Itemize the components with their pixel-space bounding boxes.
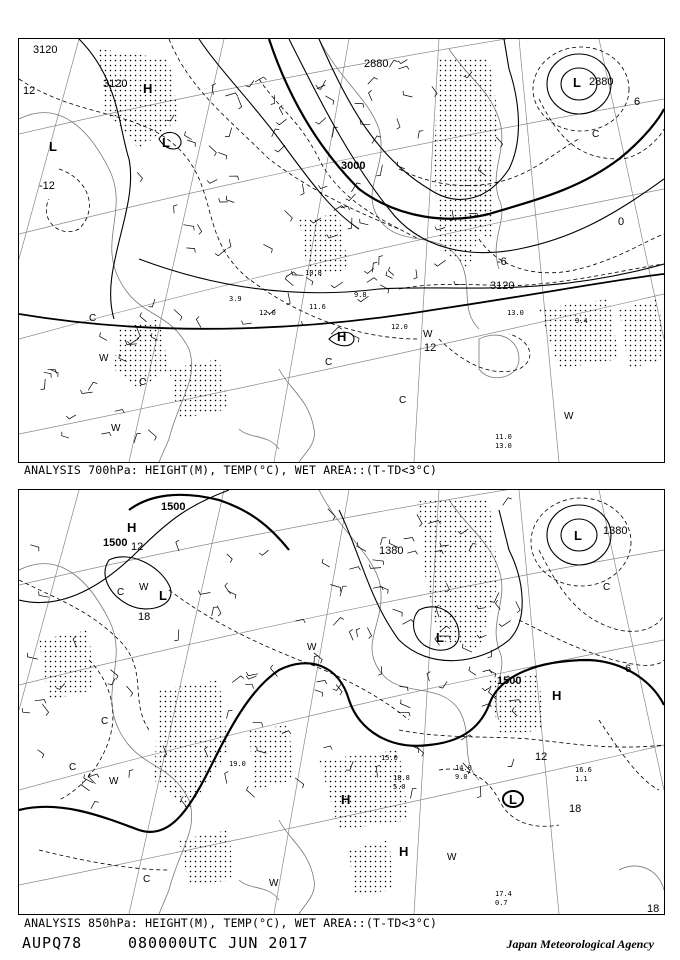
wind-barb (398, 60, 407, 64)
wind-barb (516, 601, 520, 612)
station-value: 16.6 (575, 766, 592, 774)
station-value: 14.0 (455, 764, 472, 772)
temp-label: 12 (23, 85, 36, 97)
station-value: 9.0 (455, 773, 468, 781)
temp-label: 18 (569, 803, 582, 815)
wind-barb (41, 379, 46, 390)
low-marker: L (49, 139, 57, 154)
height-label: 1500 (161, 501, 186, 513)
height-label: 1500 (103, 537, 128, 549)
wind-barb (140, 313, 147, 322)
wind-barb (317, 680, 327, 684)
graticule (19, 490, 664, 914)
wind-barb (401, 700, 411, 708)
wind-barb (285, 275, 293, 285)
cold-marker: C (117, 587, 125, 598)
wind-barb (398, 712, 410, 716)
wind-barb (488, 650, 492, 658)
wind-barb (108, 678, 116, 685)
wind-barb (373, 560, 384, 565)
wind-barb (225, 583, 231, 594)
station-value: 10.8 (305, 269, 322, 277)
wind-barb (238, 97, 242, 109)
wind-barb (414, 269, 418, 279)
temp-label: -12 (39, 180, 55, 192)
station-value: 13.0 (507, 309, 524, 317)
map-850hpa-svg (19, 490, 664, 914)
wind-barb (242, 321, 252, 325)
height-label: 3120 (490, 280, 515, 292)
wind-barb (44, 372, 52, 377)
station-value: 11.0 (495, 433, 512, 441)
wind-barb (275, 145, 285, 152)
wind-barb (367, 278, 377, 283)
high-marker: H (341, 792, 351, 807)
wind-barb (279, 105, 283, 115)
wind-barb (82, 781, 90, 790)
coastlines (19, 490, 664, 914)
wind-barb (372, 262, 377, 272)
height-label: 2880 (364, 58, 389, 70)
cold-marker: C (399, 395, 407, 406)
high-marker: H (552, 688, 562, 703)
wind-barb (247, 786, 255, 797)
wind-barb (477, 786, 481, 798)
wind-barb (469, 667, 476, 676)
wind-barb (416, 746, 424, 757)
temp-label: 0 (618, 216, 625, 228)
wind-barb (196, 317, 201, 328)
wind-barb (276, 119, 286, 125)
station-value: 17.4 (495, 890, 512, 898)
wind-barb (198, 591, 210, 595)
wind-barb (232, 676, 244, 683)
wind-barb (227, 239, 231, 248)
wind-barb (226, 196, 234, 203)
wind-barb (187, 140, 195, 147)
map-panel-700hpa (18, 38, 665, 463)
wind-barb (402, 620, 414, 625)
station-value: 9.8 (354, 291, 367, 299)
wind-barb (326, 96, 334, 105)
high-marker: H (399, 844, 409, 859)
wind-barb (91, 801, 99, 808)
wind-barb (174, 205, 178, 214)
wind-barb (393, 609, 403, 616)
wind-barb (28, 653, 38, 659)
wind-barb (229, 176, 239, 180)
chart-id: AUPQ78 (22, 934, 83, 952)
wind-barb (369, 90, 373, 101)
wind-barb (323, 746, 332, 750)
high-marker: H (143, 81, 153, 96)
station-value: 19.0 (229, 760, 246, 768)
map-panel-850hpa (18, 489, 665, 915)
station-value: 12.0 (259, 309, 276, 317)
wind-barb (407, 551, 417, 554)
low-marker: L (509, 792, 517, 807)
wind-barb (42, 704, 48, 716)
wind-barb (398, 66, 409, 69)
warm-marker: W (564, 411, 574, 422)
height-label: 3120 (103, 78, 128, 90)
wind-barb (296, 619, 306, 623)
wind-barb (355, 104, 364, 108)
height-label: 1380 (603, 525, 628, 537)
wind-barb (174, 630, 179, 641)
height-label: 3000 (341, 160, 366, 172)
height-label: 3120 (33, 44, 58, 56)
wind-barb (503, 498, 512, 506)
wind-barb (218, 152, 226, 159)
wind-barb (285, 211, 293, 222)
wind-barb (225, 772, 229, 784)
wind-barb (316, 85, 326, 88)
wind-barb (88, 382, 97, 390)
wind-barb (246, 81, 254, 88)
wind-barb (287, 293, 291, 305)
temp-label: -6 (497, 256, 507, 268)
station-value: 0.7 (495, 899, 508, 907)
station-value: 3.9 (229, 295, 242, 303)
cold-marker: C (139, 377, 147, 388)
wind-barb (35, 700, 46, 704)
wind-barb (246, 676, 256, 679)
wind-barb (341, 206, 350, 210)
map-700hpa-svg (19, 39, 664, 462)
wind-barb (334, 206, 345, 211)
cold-marker: C (603, 582, 611, 593)
wind-barb (373, 587, 383, 591)
caption-850hpa: ANALYSIS 850hPa: HEIGHT(M), TEMP(°C), WET AREA::(T-TD<3°C) (24, 916, 438, 930)
wind-barb (30, 545, 39, 551)
wind-barb (90, 774, 100, 777)
temp-label: 12 (131, 541, 144, 553)
wind-barb (369, 565, 381, 569)
wind-barb (388, 267, 394, 275)
warm-marker: W (111, 423, 121, 434)
high-marker: H (127, 520, 137, 535)
wind-barb (137, 172, 142, 181)
wind-barb (356, 628, 360, 637)
wind-barb (227, 554, 232, 563)
wind-barb (259, 550, 269, 555)
wind-barb (378, 666, 382, 675)
station-value: 18.8 (393, 774, 410, 782)
caption-700hpa: ANALYSIS 700hPa: HEIGHT(M), TEMP(°C), WET AREA::(T-TD<3°C) (24, 463, 438, 477)
wind-barb (185, 131, 192, 139)
cold-marker: C (325, 357, 333, 368)
wind-barb (314, 653, 322, 663)
temp-label: 6 (634, 96, 641, 108)
wind-barb (331, 282, 343, 288)
station-value: 12.0 (391, 323, 408, 331)
wind-barb (176, 540, 179, 551)
low-marker: L (573, 75, 581, 90)
wind-barb (184, 225, 195, 231)
warm-marker: W (307, 642, 317, 653)
wind-barb (379, 256, 383, 266)
wind-barb (129, 770, 133, 778)
wind-barb (418, 131, 423, 139)
cold-marker: C (143, 874, 151, 885)
wind-barb (215, 249, 226, 256)
wind-barb (127, 686, 133, 697)
wind-barb (380, 538, 386, 545)
wind-barb (66, 415, 76, 419)
wind-barb (397, 119, 400, 130)
wind-barb (489, 671, 496, 678)
contour-1500-north (129, 495, 289, 550)
wind-barb (263, 244, 272, 253)
temp-label: 12 (535, 751, 548, 763)
wind-barb (389, 60, 397, 67)
station-value: 9.4 (575, 317, 588, 325)
station-value: 11.6 (309, 303, 326, 311)
wind-barb (174, 310, 182, 321)
cold-marker: C (592, 129, 600, 140)
wind-barb (434, 260, 445, 266)
height-label: 1380 (379, 545, 404, 557)
wind-barb (454, 281, 463, 285)
low-marker: L (159, 588, 167, 603)
wind-barb (62, 432, 69, 438)
height-label: 1500 (497, 675, 522, 687)
wet-areas (39, 500, 544, 895)
station-value: 13.0 (495, 442, 512, 450)
temp-label: 6 (625, 663, 632, 675)
wind-barb (217, 606, 221, 616)
temp-label: 12 (424, 342, 437, 354)
wind-barb (508, 759, 514, 767)
wind-barb (207, 180, 217, 184)
wind-barb (403, 91, 412, 97)
wind-barb (22, 708, 30, 713)
wind-barb (39, 591, 49, 597)
cold-marker: C (69, 762, 77, 773)
wind-barb (301, 184, 305, 196)
wind-barb (38, 750, 44, 758)
station-plots (229, 269, 588, 450)
wind-barb (197, 224, 201, 234)
wind-barb (245, 684, 253, 688)
wind-barb (349, 629, 353, 640)
wet-areas (99, 49, 664, 419)
temp-label: 18 (647, 903, 660, 914)
low-marker: L (574, 528, 582, 543)
wind-barb (212, 84, 216, 95)
station-value: 15.0 (381, 754, 398, 762)
station-value: 5.0 (393, 783, 406, 791)
warm-marker: W (447, 852, 457, 863)
low-marker: L (436, 630, 444, 645)
wind-barb (346, 194, 356, 201)
wind-barb (148, 430, 156, 441)
cold-marker: C (101, 716, 109, 727)
wind-barb (253, 722, 263, 727)
station-value: 1.1 (575, 775, 588, 783)
warm-marker: W (99, 353, 109, 364)
wind-barb (367, 628, 371, 639)
wind-barb (227, 711, 233, 719)
wind-barb (404, 538, 415, 542)
wind-barb (51, 370, 58, 377)
warm-marker: W (423, 329, 433, 340)
wind-barb (386, 271, 393, 278)
wind-barb (225, 93, 237, 96)
temp-label: 18 (138, 611, 151, 623)
warm-marker: W (109, 776, 119, 787)
wind-barb (246, 672, 258, 676)
wind-barb (209, 146, 216, 156)
wind-barb (340, 586, 347, 596)
wind-barb (148, 299, 155, 307)
warm-marker: W (269, 878, 279, 889)
wind-barb (483, 670, 492, 674)
wind-barb (186, 248, 195, 253)
wind-barb (101, 433, 111, 437)
low-marker: L (162, 135, 170, 150)
warm-marker: W (139, 582, 149, 593)
wind-barb (322, 559, 330, 567)
wind-barb (100, 333, 107, 341)
height-label: 2880 (589, 76, 614, 88)
wind-barb (315, 690, 323, 697)
wind-barb (499, 621, 511, 627)
wind-barb (411, 788, 417, 798)
station-texture (41, 60, 503, 443)
cold-marker: C (89, 313, 97, 324)
low-system-ne (533, 47, 629, 131)
wind-barb (316, 118, 326, 124)
wind-barb (212, 607, 218, 616)
valid-time: 080000UTC JUN 2017 (128, 934, 309, 952)
wind-barb (81, 390, 93, 394)
wind-barb (400, 687, 409, 692)
wind-barb (349, 567, 360, 571)
wind-barb (368, 77, 378, 84)
high-marker: H (337, 329, 347, 344)
wind-barb (351, 335, 359, 343)
agency-credit: Japan Meteorological Agency (506, 937, 654, 951)
wind-barb (360, 219, 369, 225)
wind-barb (225, 128, 232, 137)
wind-barb (333, 618, 344, 626)
